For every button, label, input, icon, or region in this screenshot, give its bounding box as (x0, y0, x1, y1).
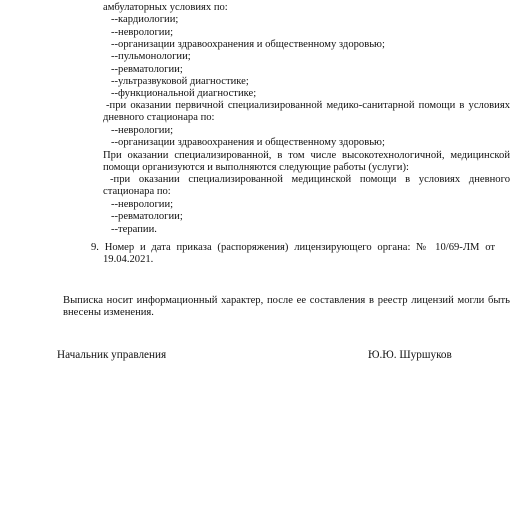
ambulatory-heading-tail: амбулаторных условиях по: (103, 2, 228, 13)
list-item-neurology-specialized: --неврологии; (111, 199, 174, 210)
primary-care-heading: -при оказании первичной специализированной медико-санитарной помощи в условиях дневного стационара по: (103, 100, 510, 124)
signature-title: Начальник управления (57, 349, 167, 361)
specialized-heading: -при оказании специализированной медицинской помощи в условиях дневного стационара по: (103, 174, 510, 198)
list-item-rheumatology-specialized: --ревматологии; (111, 211, 183, 222)
information-notice: Выписка носит информационный характер, после ее составления в реестр лицензий могли быть внесены изменения. (63, 295, 510, 319)
list-item-functional-diagnostics: --функциональной диагностике; (111, 88, 257, 99)
signature-name: Ю.Ю. Шуршуков (368, 349, 452, 361)
list-item-neurology-primary: --неврологии; (111, 125, 174, 136)
list-item-health-organization: --организации здравоохранения и общественному здоровью; (111, 39, 385, 50)
list-item-rheumatology: --ревматологии; (111, 64, 183, 75)
license-order-item (91, 242, 495, 267)
list-item-therapy-specialized: --терапии. (111, 224, 157, 235)
specialized-intro: При оказании специализированной, в том числе высокотехнологичной, медицинской помощи организуются и выполняются следующие работы (услуги): (103, 150, 510, 174)
list-item-pulmonology: --пульмонологии; (111, 51, 191, 62)
license-order-text: 9. Номер и дата приказа (распоряжения) лицензирующего органа: № 10/69-ЛМ от 19.04.2021. (91, 242, 495, 266)
list-item-neurology: --неврологии; (111, 27, 174, 38)
list-item-health-organization-primary: --организации здравоохранения и общественному здоровью; (111, 137, 385, 148)
list-item-cardiology: --кардиологии; (111, 14, 179, 25)
list-item-ultrasound: --ультразвуковой диагностике; (111, 76, 249, 87)
